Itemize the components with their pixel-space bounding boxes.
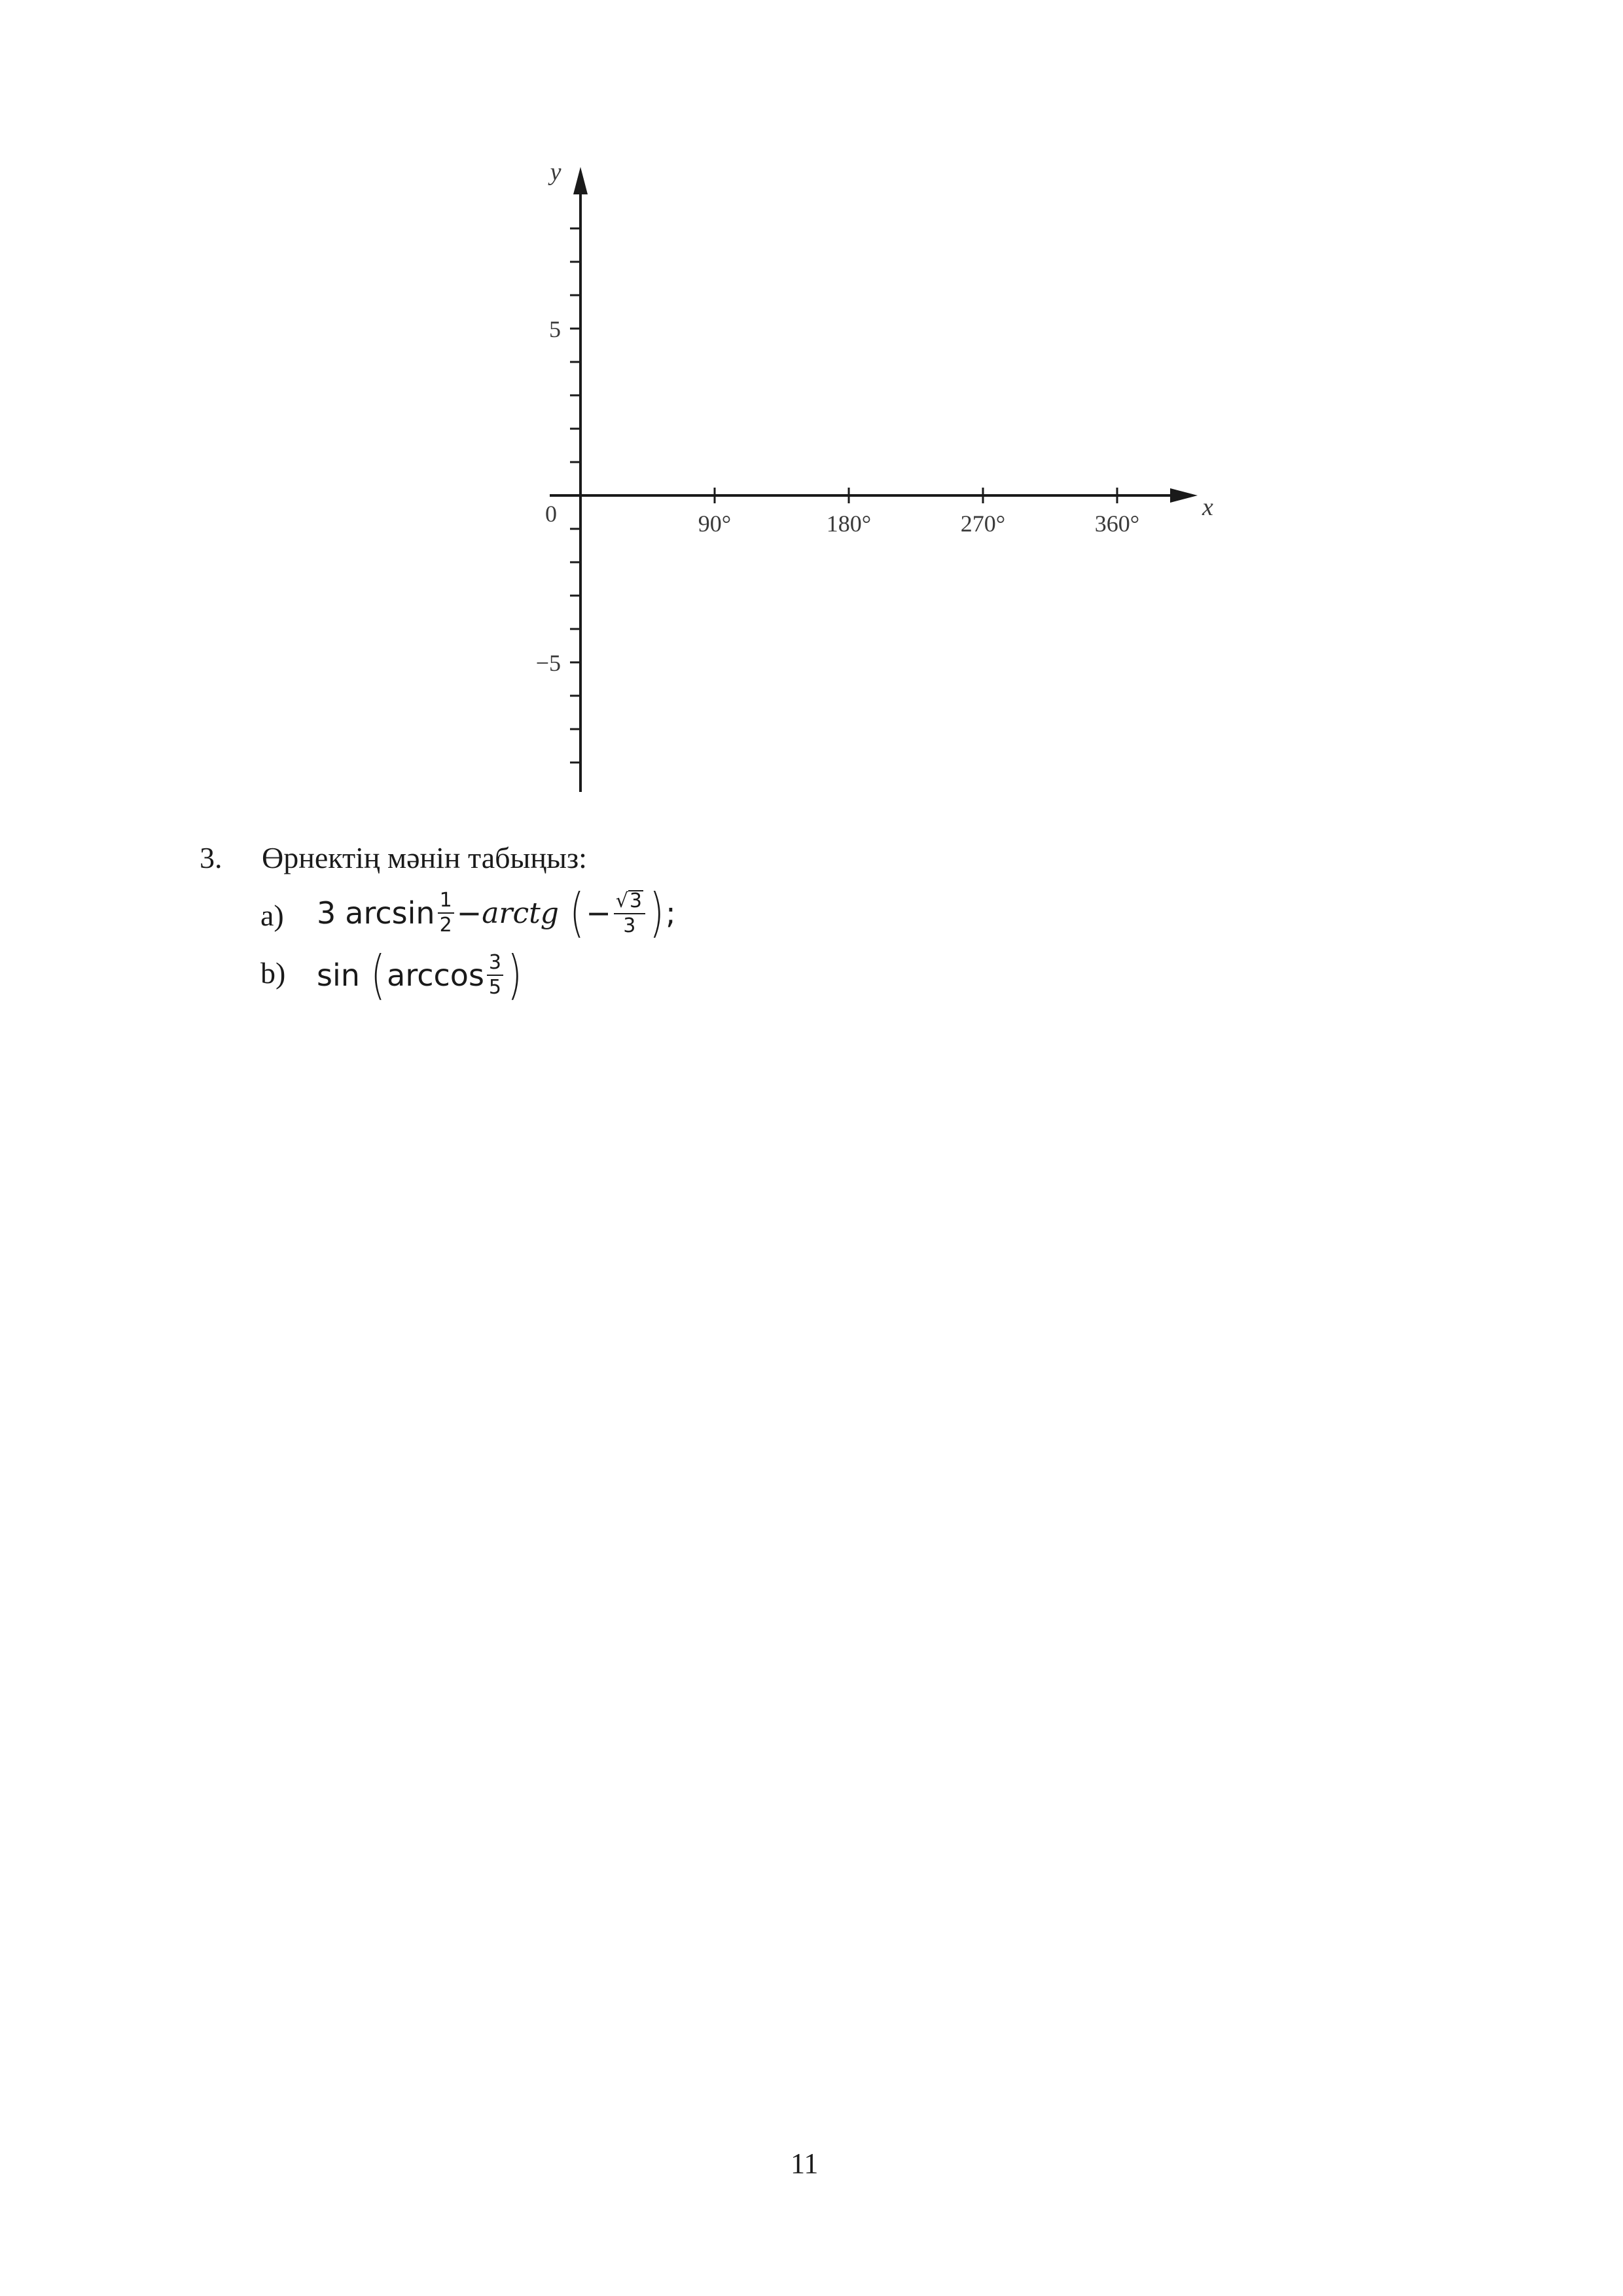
y-tick-label: 5 [549, 316, 561, 342]
item-b-label: b) [260, 956, 286, 990]
arcsin-function: arcsin [345, 895, 435, 931]
fraction-root3-over-3 [614, 890, 645, 936]
page-number: 11 [791, 2147, 819, 2179]
inner-minus-sign: − [586, 895, 611, 931]
fraction-three-fifths [487, 953, 503, 997]
x-tick-label: 360° [1094, 511, 1140, 537]
task-text: Өрнектің мәнін табыңыз: [262, 841, 587, 874]
sin-function: sin [317, 958, 360, 993]
sqrt-radicand: 3 [629, 889, 642, 912]
open-paren: ( [569, 882, 584, 943]
close-paren: ) [649, 882, 664, 943]
fraction-numerator: 1 [438, 891, 454, 914]
x-tick-label: 270° [960, 511, 1006, 537]
task-number: 3. [200, 841, 223, 874]
fraction-denominator: 5 [488, 976, 501, 999]
fraction-numerator-sqrt [614, 890, 645, 914]
close-paren: ) [507, 944, 522, 1005]
semicolon: ; [666, 895, 676, 931]
y-axis-arrowhead [573, 167, 588, 194]
x-tick-label: 180° [826, 511, 872, 537]
item-a-label: a) [260, 899, 284, 932]
fraction-denominator: 2 [439, 914, 452, 937]
axes-layer [536, 158, 1213, 792]
open-paren: ( [370, 944, 385, 1005]
arccos-function: arccos [387, 958, 484, 993]
sqrt-symbol: √ [615, 889, 628, 912]
fraction-numerator: 3 [487, 953, 503, 976]
x-axis-arrowhead [1170, 488, 1198, 503]
x-tick-label: 90° [698, 511, 732, 537]
arctg-function: arctg [482, 896, 559, 930]
x-axis-letter: x [1202, 493, 1213, 521]
coefficient: 3 [317, 895, 336, 931]
minus-sign: − [456, 895, 482, 931]
fraction-denominator: 3 [623, 914, 636, 937]
origin-label: 0 [545, 501, 557, 527]
expression-b [317, 942, 524, 1008]
sqrt-expression [616, 890, 643, 911]
fraction-one-half [438, 891, 454, 935]
y-axis-letter: y [550, 158, 562, 186]
expression-a [317, 880, 676, 946]
y-tick-label: −5 [535, 650, 561, 676]
